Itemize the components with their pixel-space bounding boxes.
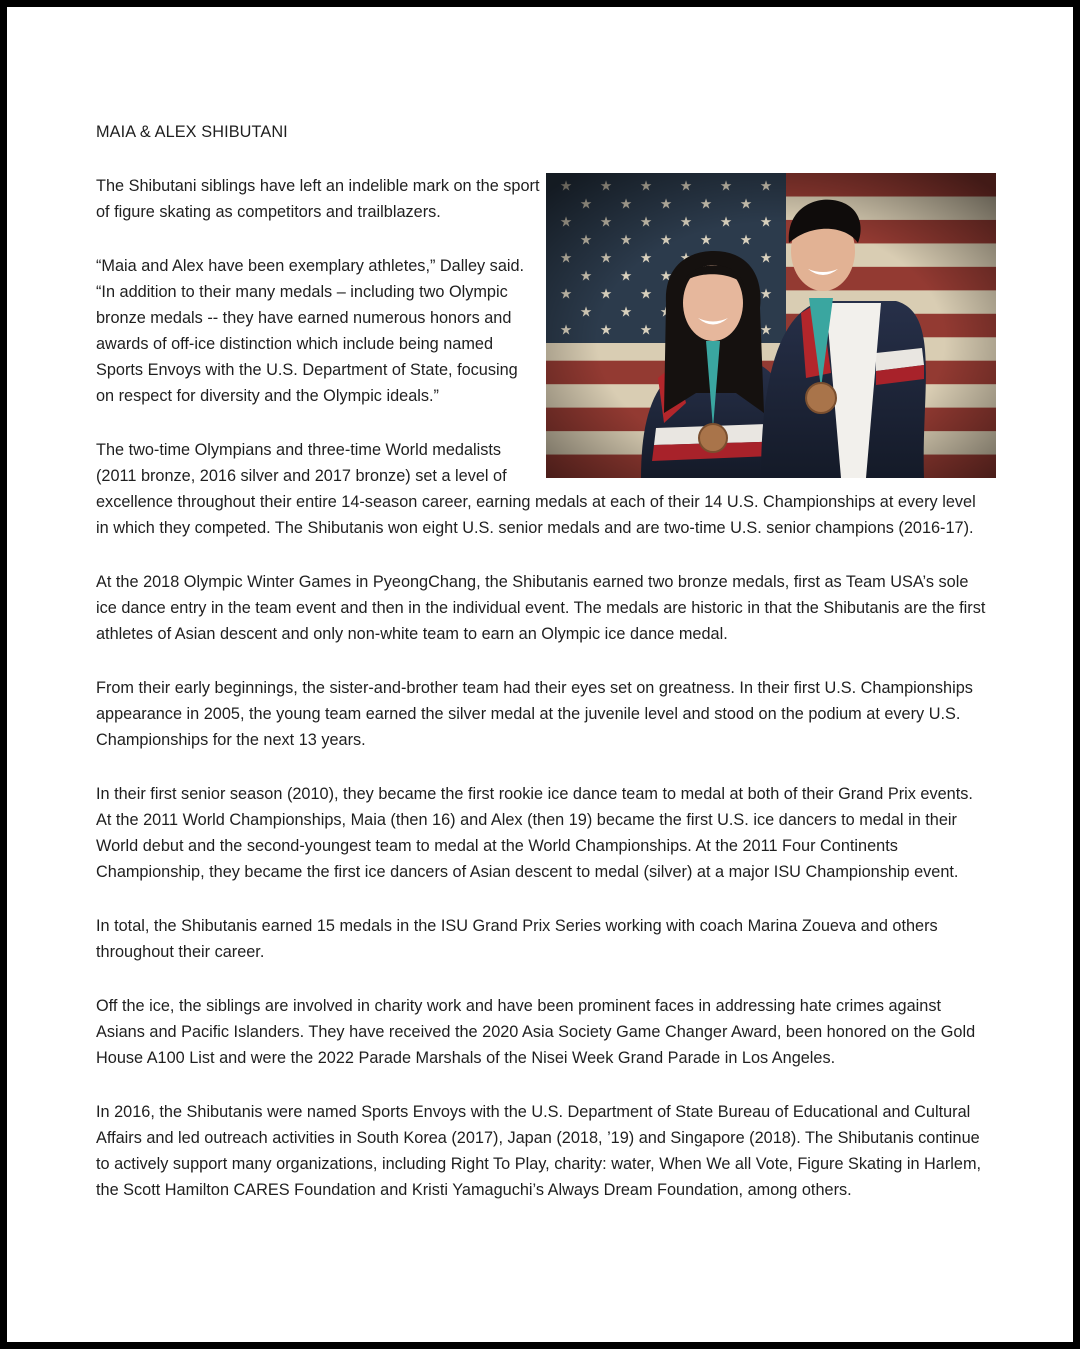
paragraph-9: In 2016, the Shibutanis were named Sports Envoys with the U.S. Department of State Bureau of Educational and Cultural Affairs and led outreach activities in South Korea (2017), Japan (2018, ’19) and Singapore (2018). The Shibutanis continue to actively support many organizations, including Right To Play, charity: water, When We all Vote, Figure Skating in Harlem, the Scott Hamilton CARES Foundation and Kristi Yamaguchi’s Always Dream Foundation, among others.	[96, 1103, 982, 1199]
article-body	[96, 119, 990, 1231]
paragraph-2: “Maia and Alex have been exemplary athletes,” Dalley said. “In addition to their many medals – including two Olympic bronze medals -- they have earned numerous honors and awards of off-ice distinction which include being named Sports Envoys with the U.S. Department of State, focusing on respect for diversity and the Olympic ideals.”	[96, 257, 525, 405]
document-page	[7, 7, 1073, 1342]
paragraph-7: In total, the Shibutanis earned 15 medals in the ISU Grand Prix Series working with coach Marina Zoueva and others throughout their career.	[96, 917, 938, 961]
athletes-photo	[546, 173, 996, 478]
paragraph-5: From their early beginnings, the sister-and-brother team had their eyes set on greatness. In their first U.S. Championships appearance in 2005, the young team earned the silver medal at the juvenile level and stood on the podium at every U.S. Championships for the next 13 years.	[96, 679, 973, 749]
paragraph-1: The Shibutani siblings have left an indelible mark on the sport of figure skating as competitors and trailblazers.	[96, 177, 540, 221]
article-title: MAIA & ALEX SHIBUTANI	[96, 123, 288, 141]
paragraph-3: The two-time Olympians and three-time World medalists (2011 bronze, 2016 silver and 2017 bronze) set a level of excellence throughout their entire 14-season career, earning medals at each of their 14 U.S. Championships at every level in which they competed. The Shibutanis won eight U.S. senior medals and are two-time U.S. senior champions (2016-17).	[96, 441, 976, 537]
paragraph-4: At the 2018 Olympic Winter Games in PyeongChang, the Shibutanis earned two bronze medals, first as Team USA’s sole ice dance entry in the team event and then in the individual event. The medals are historic in that the Shibutanis are the first athletes of Asian descent and only non-white team to earn an Olympic ice dance medal.	[96, 573, 986, 643]
paragraph-6: In their first senior season (2010), they became the first rookie ice dance team to medal at both of their Grand Prix events. At the 2011 World Championships, Maia (then 16) and Alex (then 19) became the first U.S. ice dancers to medal in their World debut and the second-youngest team to medal at the World Championships. At the 2011 Four Continents Championship, they became the first ice dancers of Asian descent to medal (silver) at a major ISU Championship event.	[96, 785, 973, 881]
paragraph-8: Off the ice, the siblings are involved in charity work and have been prominent faces in addressing hate crimes against Asians and Pacific Islanders. They have received the 2020 Asia Society Game Changer Award, been honored on the Gold House A100 List and were the 2022 Parade Marshals of the Nisei Week Grand Parade in Los Angeles.	[96, 997, 976, 1067]
flag-backdrop-illustration	[546, 173, 996, 478]
